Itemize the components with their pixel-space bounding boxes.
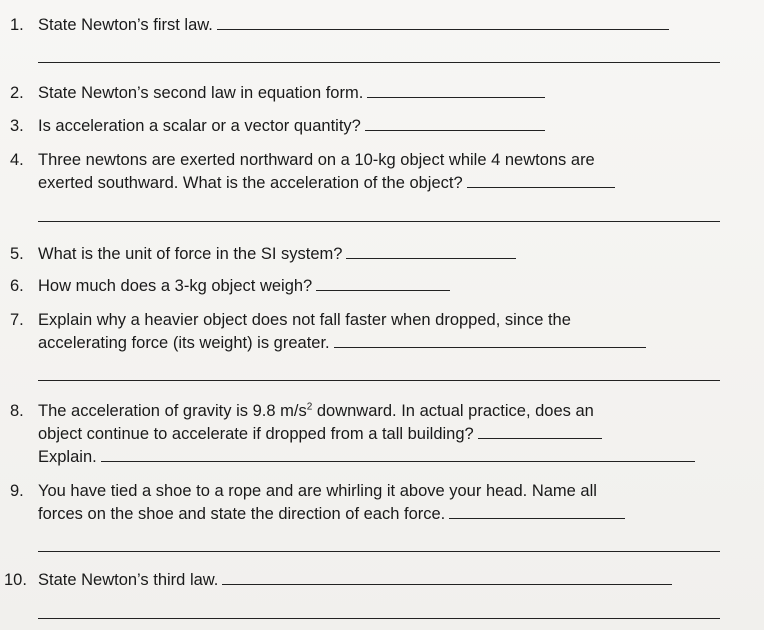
question-9 bbox=[10, 480, 724, 526]
question-text-line: You have tied a shoe to a rope and are whirling it above your head. Name all bbox=[38, 482, 597, 500]
answer-blank[interactable] bbox=[478, 423, 602, 439]
answer-blank[interactable] bbox=[217, 14, 669, 30]
answer-line[interactable] bbox=[38, 62, 720, 63]
answer-blank[interactable] bbox=[222, 569, 672, 585]
exponent: 2 bbox=[306, 401, 313, 413]
answer-blank[interactable] bbox=[334, 332, 646, 348]
question-1 bbox=[10, 14, 724, 37]
answer-blank[interactable] bbox=[367, 82, 545, 98]
answer-line[interactable] bbox=[38, 618, 720, 619]
question-text: State Newton’s first law. bbox=[38, 16, 213, 34]
question-number: 5. bbox=[10, 245, 24, 263]
answer-blank[interactable] bbox=[346, 243, 516, 259]
question-2 bbox=[10, 82, 724, 105]
answer-blank[interactable] bbox=[316, 275, 450, 291]
question-10 bbox=[4, 569, 718, 592]
question-number: 1. bbox=[10, 16, 24, 34]
question-number: 10. bbox=[4, 571, 27, 589]
question-text: State Newton’s second law in equation form. bbox=[38, 84, 364, 102]
answer-blank[interactable] bbox=[449, 503, 625, 519]
question-text: Is acceleration a scalar or a vector quantity? bbox=[38, 117, 361, 135]
question-4 bbox=[10, 149, 724, 195]
question-6 bbox=[10, 275, 724, 298]
question-3 bbox=[10, 115, 724, 138]
question-text-line: accelerating force (its weight) is greater. bbox=[38, 334, 330, 352]
answer-line[interactable] bbox=[38, 551, 720, 552]
answer-blank[interactable] bbox=[467, 172, 615, 188]
question-text-line: Explain. bbox=[38, 448, 97, 466]
question-text-line: object continue to accelerate if dropped from a tall building? bbox=[38, 425, 474, 443]
question-number: 9. bbox=[10, 482, 24, 500]
question-text: What is the unit of force in the SI system? bbox=[38, 245, 343, 263]
question-7 bbox=[10, 309, 724, 355]
question-text-line: Explain why a heavier object does not fall faster when dropped, since the bbox=[38, 311, 571, 329]
question-number: 3. bbox=[10, 117, 24, 135]
question-text: State Newton’s third law. bbox=[38, 571, 219, 589]
question-text-line: The acceleration of gravity is 9.8 $m/s^2$ downward. In actual practice, does an bbox=[38, 401, 594, 420]
question-8 bbox=[10, 400, 724, 469]
question-number: 6. bbox=[10, 277, 24, 295]
question-text-line: exerted southward. What is the acceleration of the object? bbox=[38, 174, 463, 192]
question-text: How much does a 3-kg object weigh? bbox=[38, 277, 313, 295]
answer-line[interactable] bbox=[38, 380, 720, 381]
question-number: 4. bbox=[10, 151, 24, 169]
question-text-line: Three newtons are exerted northward on a 10-kg object while 4 newtons are bbox=[38, 151, 595, 169]
question-number: 2. bbox=[10, 84, 24, 102]
answer-blank[interactable] bbox=[101, 446, 695, 462]
answer-blank[interactable] bbox=[365, 115, 545, 131]
answer-line[interactable] bbox=[38, 221, 720, 222]
question-5 bbox=[10, 243, 724, 266]
question-text-line: forces on the shoe and state the direction of each force. bbox=[38, 505, 446, 523]
question-number: 8. bbox=[10, 402, 24, 420]
question-number: 7. bbox=[10, 311, 24, 329]
